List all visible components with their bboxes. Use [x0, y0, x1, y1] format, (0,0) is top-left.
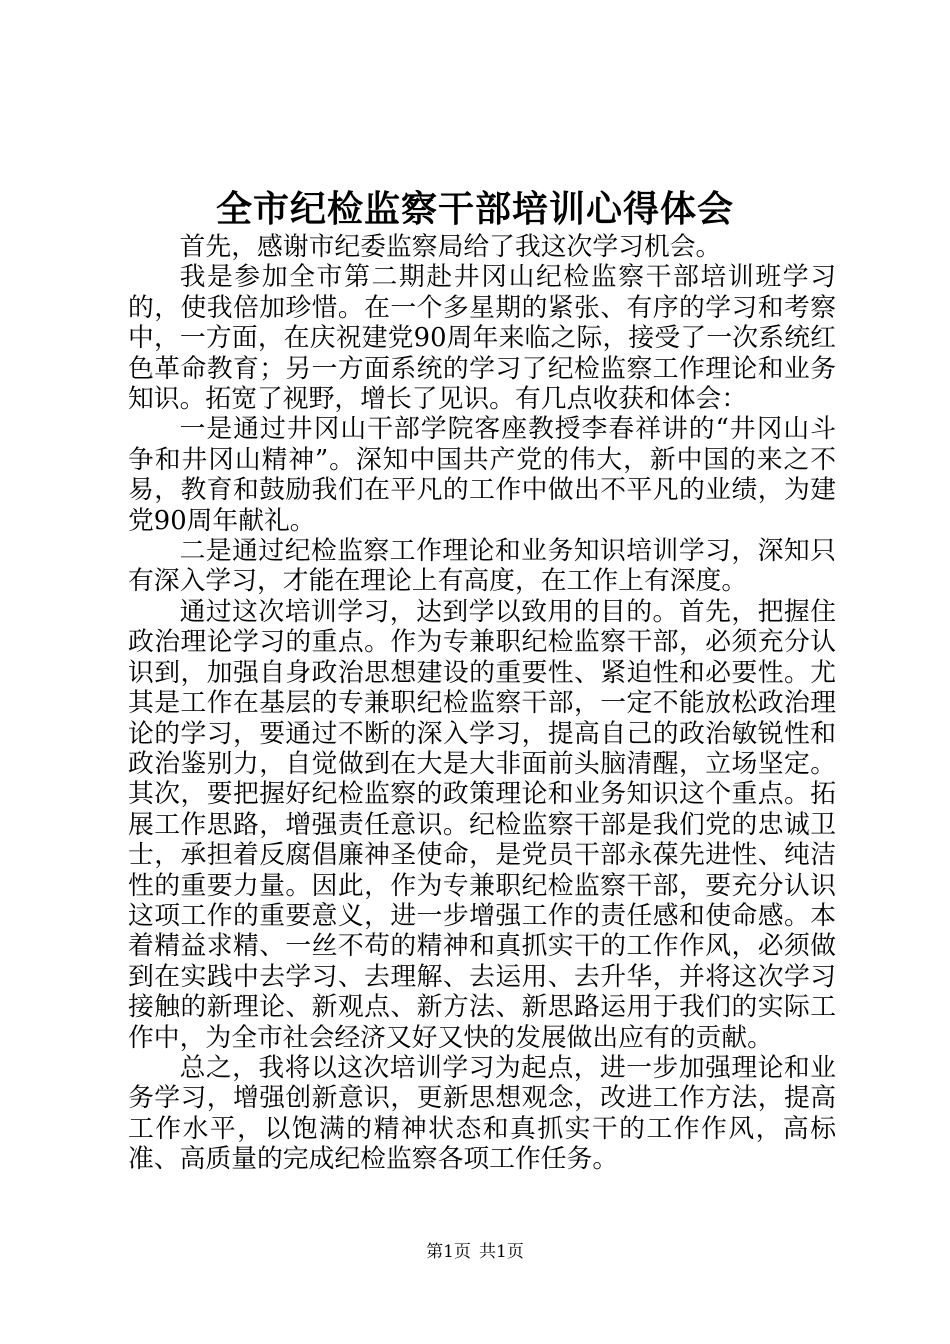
paragraph-thanks: 首先，感谢市纪委监察局给了我这次学习机会。 — [179, 232, 722, 262]
page-total: 共1页 — [479, 1242, 524, 1262]
page-number: 第1页 — [426, 1242, 471, 1262]
paragraph-training-intro: 我是参加全市第二期赴井冈山纪检监察干部培训班学习的，使我倍加珍惜。在一个多星期的紧张、有序的学习和考察中，一方面，在庆祝建党90周年来临之际，接受了一次系统红色革命教育；另一方面系统的学习了纪检监察工作理论和业务知识。拓宽了视野，增长了见识。有几点收获和体会： — [128, 262, 836, 415]
paragraph-point-two: 二是通过纪检监察工作理论和业务知识培训学习，深知只有深入学习，才能在理论上有高度，在工作上有深度。 — [128, 536, 836, 597]
document-title: 全市纪检监察干部培训心得体会 — [215, 188, 734, 230]
paragraph-application: 通过这次培训学习，达到学以致用的目的。首先，把握住政治理论学习的重点。作为专兼职纪检监察干部，必须充分认识到，加强自身政治思想建设的重要性、紧迫性和必要性。尤其是工作在基层的专兼职纪检监察干部，一定不能放松政治理论的学习，要通过不断的深入学习，提高自己的政治敏锐性和政治鉴别力，自觉做到在大是大非面前头脑清醒，立场坚定。其次，要把握好纪检监察的政策理论和业务知识这个重点。拓展工作思路，增强责任意识。纪检监察干部是我们党的忠诚卫士，承担着反腐倡廉神圣使命，是党员干部永葆先进性、纯洁性的重要力量。因此，作为专兼职纪检监察干部，要充分认识这项工作的重要意义，进一步增强工作的责任感和使命感。本着精益求精、一丝不苟的精神和真抓实干的工作作风，必须做到在实践中去学习、去理解、去运用、去升华，并将这次学习接触的新理论、新观点、新方法、新思路运用于我们的实际工作中，为全市社会经济又好又快的发展做出应有的贡献。 — [128, 596, 836, 1053]
page-footer — [0, 1240, 950, 1264]
paragraph-conclusion: 总之，我将以这次培训学习为起点，进一步加强理论和业务学习，增强创新意识，更新思想观念，改进工作方法，提高工作水平，以饱满的精神状态和真抓实干的工作作风，高标准、高质量的完成纪检监察各项工作任务。 — [128, 1052, 836, 1175]
document-body — [128, 232, 836, 1175]
paragraph-point-one: 一是通过井冈山干部学院客座教授李春祥讲的“井冈山斗争和井冈山精神”。深知中国共产党的伟大，新中国的来之不易，教育和鼓励我们在平凡的工作中做出不平凡的业绩，为建党90周年献礼。 — [128, 414, 836, 536]
